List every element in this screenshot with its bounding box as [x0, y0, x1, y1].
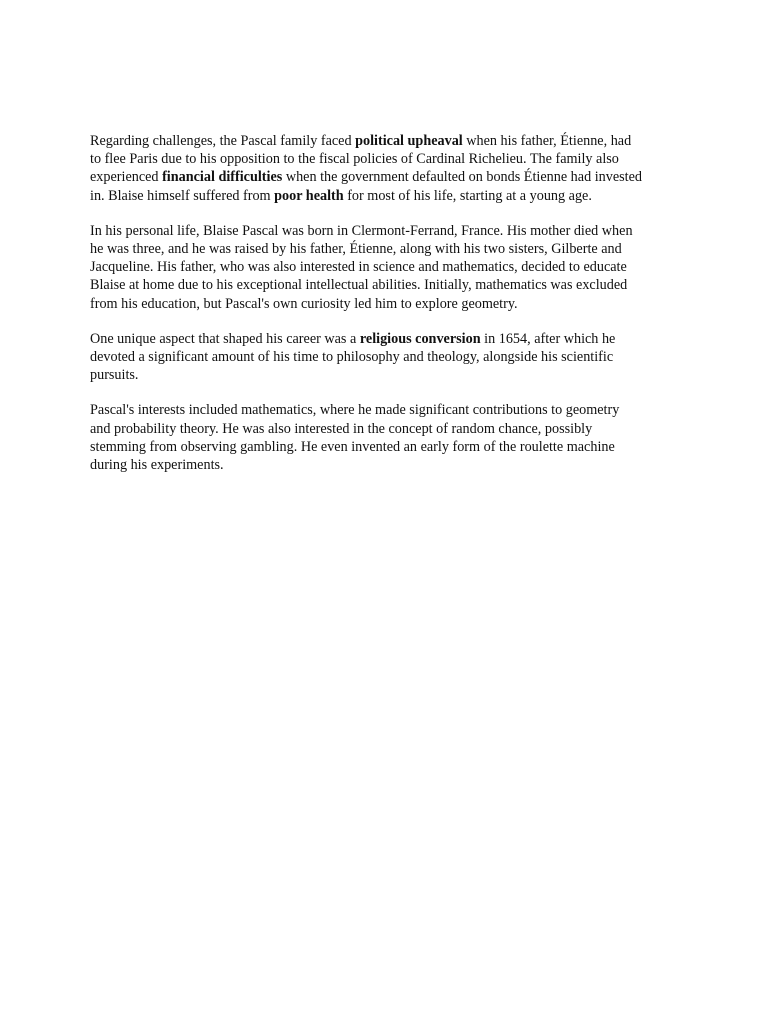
text-line — [90, 420, 682, 438]
emphasis-poor-health: poor health — [274, 187, 344, 204]
text-line — [90, 295, 682, 313]
text-line — [90, 456, 682, 474]
text-line — [90, 366, 682, 384]
text-run: during his experiments. — [90, 457, 224, 474]
text-line — [90, 168, 682, 186]
text-run: in 1654, after which he — [480, 330, 616, 347]
text-run: in. Blaise himself suffered from — [90, 187, 275, 204]
text-run: pursuits. — [90, 367, 139, 384]
text-run: for most of his life, starting at a young age. — [343, 187, 592, 204]
paragraph-personal-life — [90, 222, 682, 313]
paragraph-religious-conversion — [90, 330, 682, 385]
text-run: to flee Paris due to his opposition to the fiscal policies of Cardinal Richelieu. The family also — [90, 151, 619, 168]
text-line — [90, 132, 682, 150]
text-run: devoted a significant amount of his time to philosophy and theology, alongside his scientific — [90, 349, 614, 366]
text-run: Jacqueline. His father, who was also interested in science and mathematics, decided to educate — [90, 259, 627, 276]
text-line — [90, 330, 682, 348]
text-run: and probability theory. He was also interested in the concept of random chance, possibly — [90, 420, 593, 437]
document-body — [90, 132, 682, 491]
emphasis-financial-difficulties: financial difficulties — [162, 169, 283, 186]
text-run: from his education, but Pascal's own curiosity led him to explore geometry. — [90, 295, 518, 312]
text-run: Regarding challenges, the Pascal family faced — [90, 133, 356, 149]
text-run: he was three, and he was raised by his father, Étienne, along with his two sisters, Gilberte and — [90, 241, 622, 258]
text-line — [90, 222, 682, 240]
text-line — [90, 276, 682, 294]
text-line — [90, 438, 682, 456]
text-run: when his father, Étienne, had — [462, 133, 632, 149]
paragraph-interests — [90, 401, 682, 474]
text-line — [90, 240, 682, 258]
text-run: Blaise at home due to his exceptional intellectual abilities. Initially, mathematics was excluded — [90, 277, 628, 294]
text-run: Pascal's interests included mathematics, where he made significant contributions to geometry — [90, 402, 620, 419]
text-run: One unique aspect that shaped his career was a — [90, 330, 360, 347]
text-run: experienced — [90, 169, 163, 186]
text-line — [90, 348, 682, 366]
text-run: stemming from observing gambling. He even invented an early form of the roulette machine — [90, 438, 615, 455]
emphasis-religious-conversion: religious conversion — [359, 330, 481, 347]
text-line — [90, 187, 682, 205]
emphasis-political-upheaval: political upheaval — [355, 133, 463, 149]
text-line — [90, 150, 682, 168]
text-line — [90, 401, 682, 419]
text-run: In his personal life, Blaise Pascal was born in Clermont-Ferrand, France. His mother died when — [90, 222, 633, 239]
text-run: when the government defaulted on bonds Étienne had invested — [282, 169, 642, 186]
paragraph-challenges — [90, 132, 682, 205]
text-line — [90, 258, 682, 276]
